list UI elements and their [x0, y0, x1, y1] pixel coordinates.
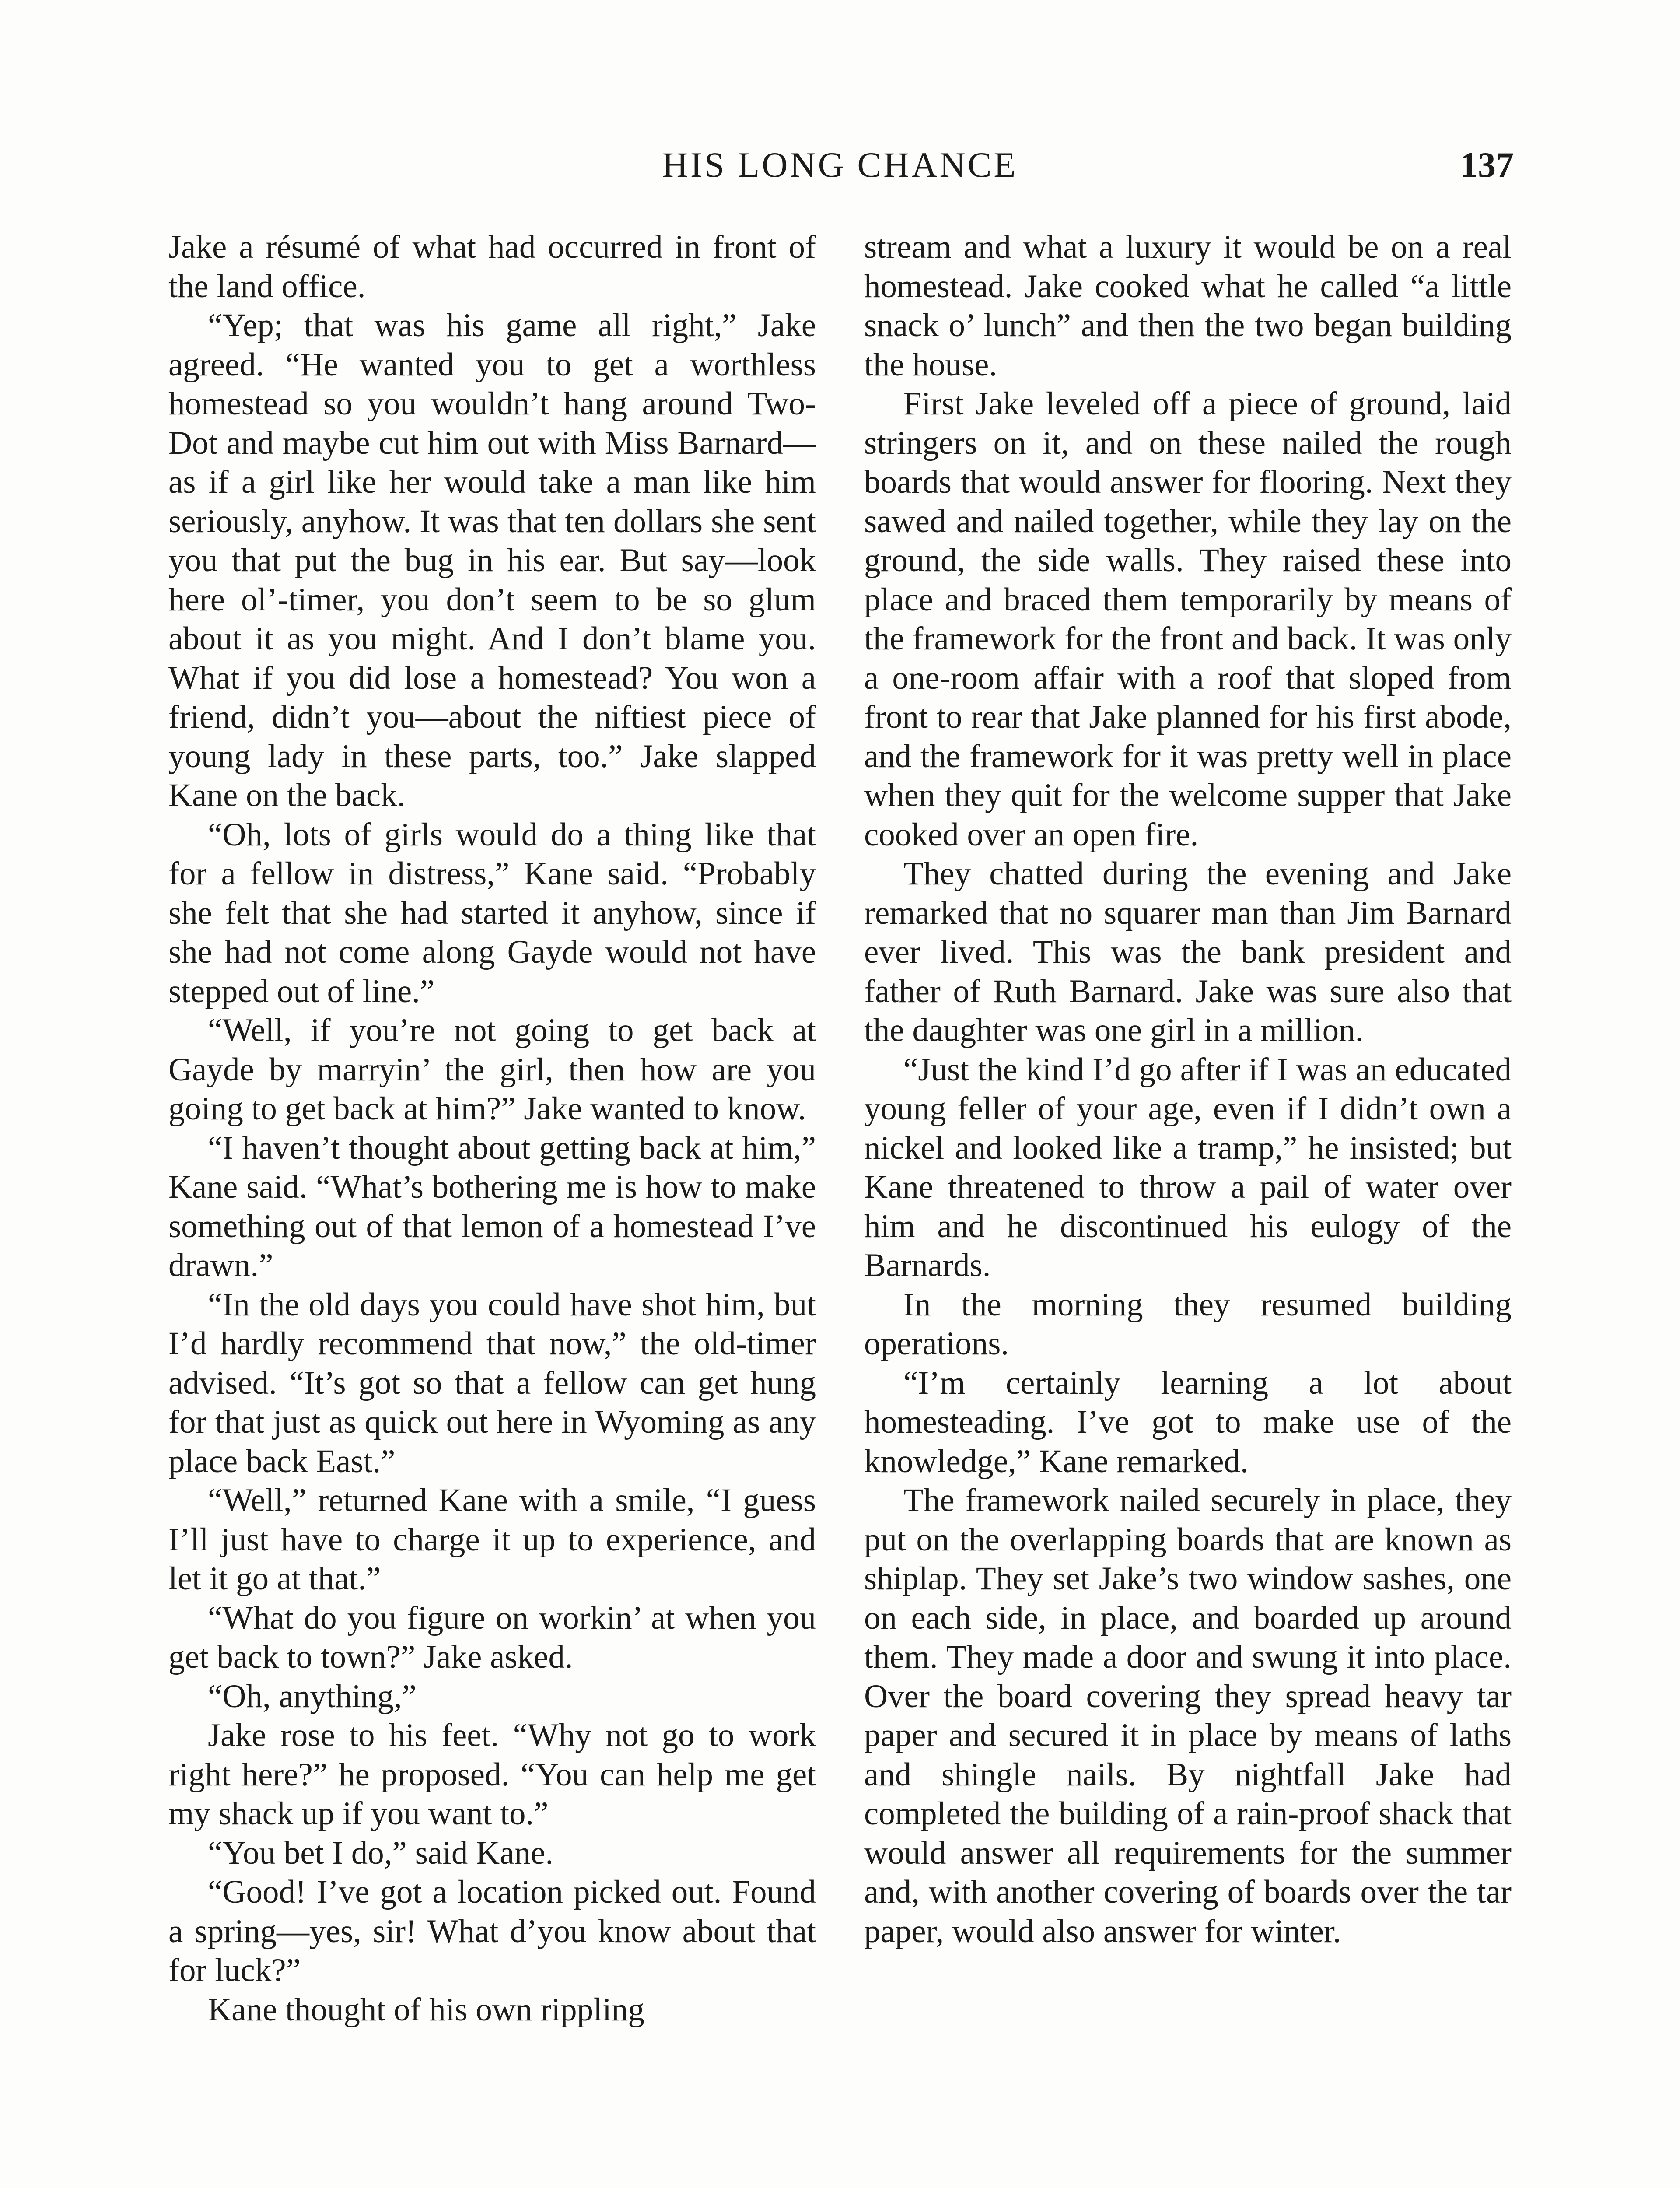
paragraph: “In the old days you could have shot him, but I’d hardly recommend that now,” the old-timer advised. “It’s got so that a fellow can get hung for that just as quick out here in Wyoming as any place back East.”: [168, 1286, 816, 1480]
paragraph: “I’m certainly learning a lot about homesteading. I’ve got to make use of the knowledge,” Kane remarked.: [864, 1364, 1512, 1480]
running-title: HIS LONG CHANCE: [662, 145, 1018, 185]
paragraph: First Jake leveled off a piece of ground, laid stringers on it, and on these nailed the rough boards that would answer for flooring. Next they sawed and nailed together, while they lay on the ground, the side walls. They raised these into place and braced them temporarily by means of the framework for the front and back. It was only a one-room affair with a roof that sloped from front to rear that Jake planned for his first abode, and the framework for it was pretty well in place when they quit for the welcome supper that Jake cooked over an open fire.: [864, 386, 1512, 853]
paragraph: They chatted during the evening and Jake remarked that no squarer man than Jim Barnard ever lived. This was the bank president and father of Ruth Barnard. Jake was sure also that the daughter was one girl in a million.: [864, 856, 1512, 1048]
paragraph: “You bet I do,” said Kane.: [208, 1834, 554, 1871]
paragraph: “Just the kind I’d go after if I was an educated young feller of your age, even if I didn’t own a nickel and looked like a tramp,” he insisted; but Kane threatened to throw a pail of water over him and he discontinued his eulogy of the Barnards.: [864, 1051, 1512, 1283]
paragraph: stream and what a luxury it would be on a real homestead. Jake cooked what he called “a little snack o’ lunch” and then the two began building the house.: [864, 229, 1512, 383]
page-header: [166, 144, 1514, 193]
left-column: [168, 228, 816, 2029]
paragraph: The framework nailed securely in place, they put on the overlapping boards that are known as shiplap. They set Jake’s two window sashes, one on each side, in place, and boarded up around them. They made a door and swung it into place. Over the board covering they spread heavy tar paper and secured it in place by means of laths and shingle nails. By nightfall Jake had completed the building of a rain-proof shack that would answer all requirements for the summer and, with another covering of boards over the tar paper, would also answer for winter.: [864, 1482, 1512, 1950]
paragraph: “I haven’t thought about getting back at him,” Kane said. “What’s bothering me is how to make something out of that lemon of a homestead I’ve drawn.”: [168, 1129, 816, 1283]
right-column: [864, 228, 1512, 1951]
paragraph: “Oh, lots of girls would do a thing like that for a fellow in distress,” Kane said. “Probably she felt that she had started it anyhow, since if she had not come along Gayde would not have stepped out of line.”: [168, 816, 816, 1010]
paragraph: “Good! I’ve got a location picked out. Found a spring—yes, sir! What d’you know about that for luck?”: [168, 1874, 816, 1988]
page-number: 137: [1460, 145, 1514, 185]
paragraph: “Well,” returned Kane with a smile, “I guess I’ll just have to charge it up to experience, and let it go at that.”: [168, 1482, 816, 1597]
paragraph: Jake a résumé of what had occurred in front of the land office.: [168, 229, 816, 305]
paragraph: Jake rose to his feet. “Why not go to work right here?” he proposed. “You can help me get my shack up if you want to.”: [168, 1717, 816, 1832]
paragraph: “Oh, anything,”: [208, 1678, 416, 1715]
paragraph: “Yep; that was his game all right,” Jake agreed. “He wanted you to get a worthless homestead so you wouldn’t hang around Two-Dot and maybe cut him out with Miss Barnard—as if a girl like her would take a man like him seriously, anyhow. It was that ten dollars she sent you that put the bug in his ear. But say—look here ol’-timer, you don’t seem to be so glum about it as you might. And I don’t blame you. What if you did lose a homestead? You won a friend, didn’t you—about the niftiest piece of young lady in these parts, too.” Jake slapped Kane on the back.: [168, 307, 816, 813]
paragraph: Kane thought of his own rippling: [208, 1991, 644, 2028]
paragraph: “What do you figure on workin’ at when you get back to town?” Jake asked.: [168, 1599, 816, 1675]
paragraph: “Well, if you’re not going to get back at Gayde by marryin’ the girl, then how are you going to get back at him?” Jake wanted to know.: [168, 1012, 816, 1127]
paragraph: In the morning they resumed building operations.: [864, 1286, 1512, 1362]
